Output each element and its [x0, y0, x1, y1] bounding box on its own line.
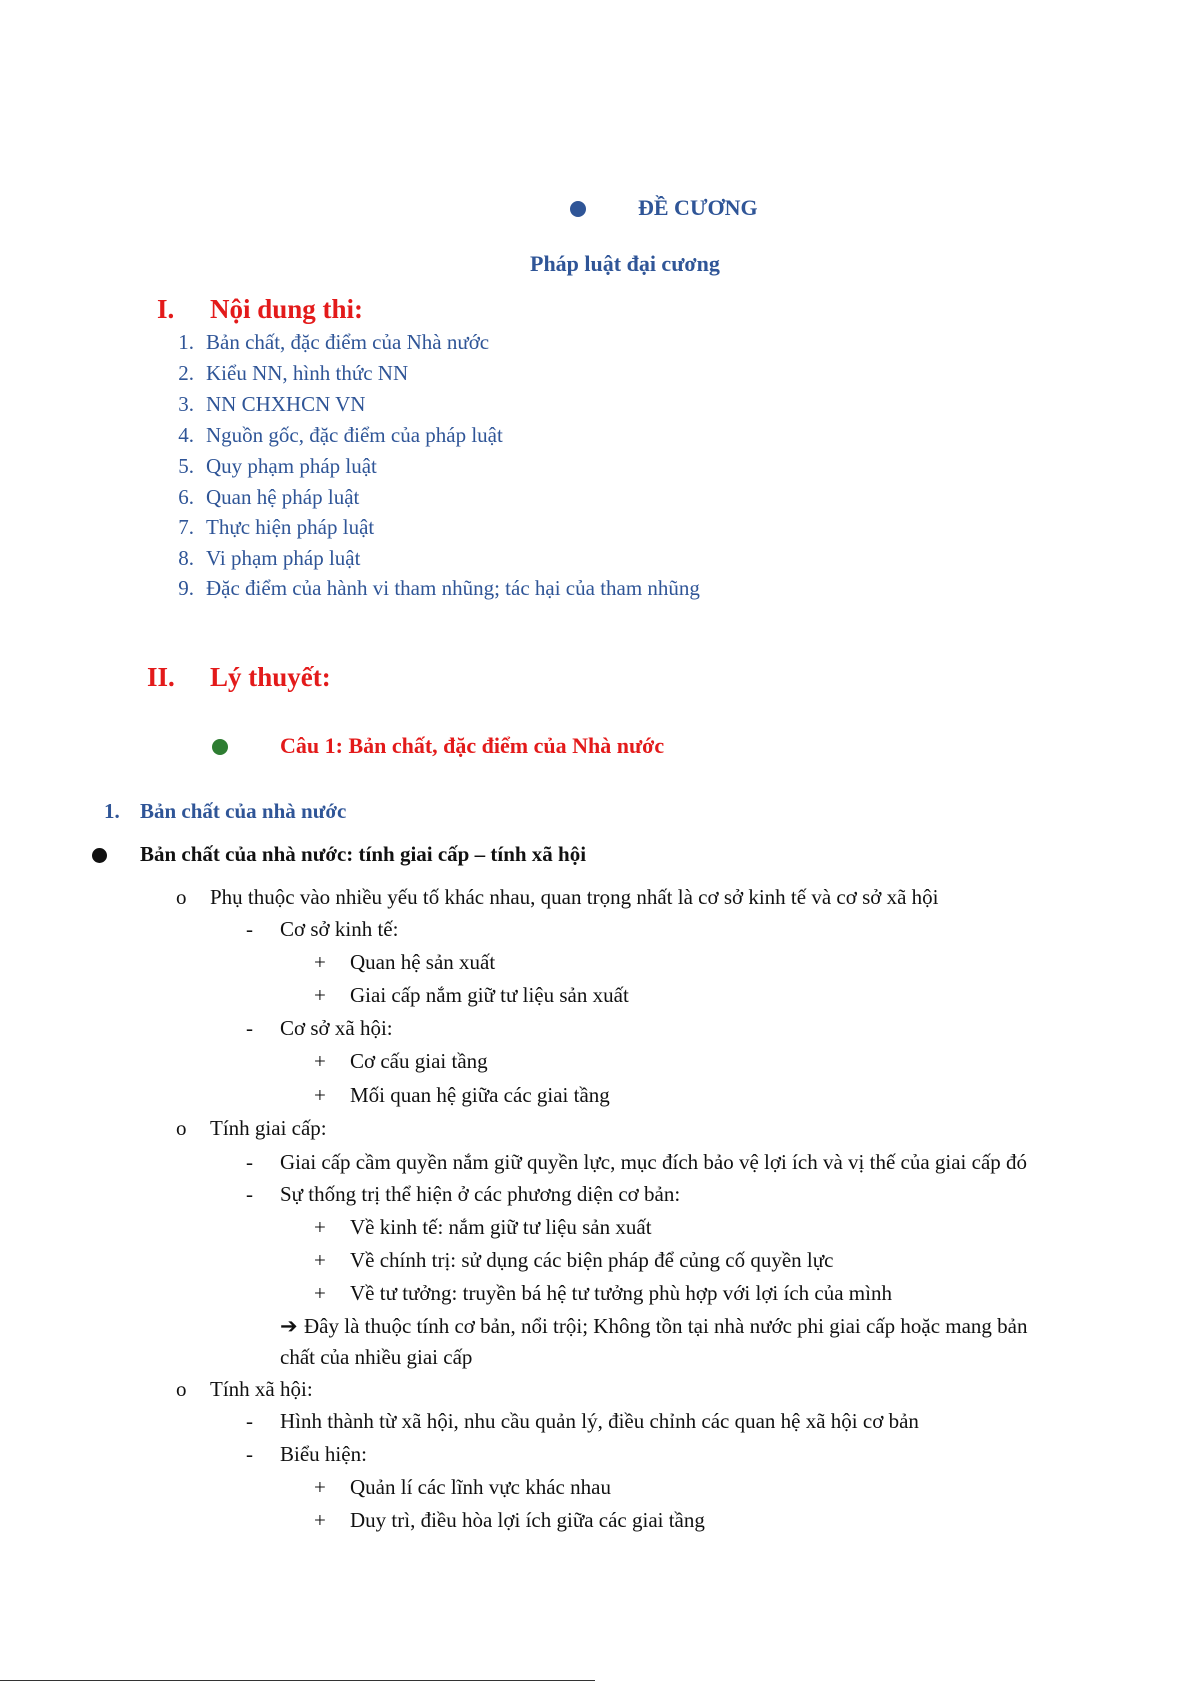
body-line: Tính giai cấp:	[210, 1116, 327, 1140]
topic-bullet-icon	[92, 848, 107, 863]
body-line: Mối quan hệ giữa các giai tầng	[350, 1083, 610, 1107]
section2-numeral: II.	[147, 662, 175, 692]
circle-marker: o	[176, 1377, 187, 1401]
dash-marker: -	[246, 1016, 253, 1040]
body-line: Sự thống trị thể hiện ở các phương diện cơ bản:	[280, 1182, 681, 1206]
body-line: Hình thành từ xã hội, nhu cầu quản lý, điều chỉnh các quan hệ xã hội cơ bản	[280, 1409, 919, 1433]
plus-marker: +	[314, 1248, 326, 1272]
body-line: Quan hệ sản xuất	[350, 950, 496, 974]
list-item: 3. NN CHXHCN VN	[178, 392, 366, 416]
body-line: Cơ sở kinh tế:	[280, 917, 399, 941]
document-subtitle: Pháp luật đại cương	[530, 251, 720, 276]
subheading-number: 1.	[104, 799, 120, 823]
arrow-right-icon: ➔	[280, 1314, 298, 1338]
dash-marker: -	[246, 1442, 253, 1466]
plus-marker: +	[314, 1049, 326, 1073]
body-line: Giai cấp cầm quyền nắm giữ quyền lực, mục đích bảo vệ lợi ích và vị thế của giai cấp đó	[280, 1150, 1028, 1174]
body-line: Đây là thuộc tính cơ bản, nổi trội; Không tồn tại nhà nước phi giai cấp hoặc mang bản	[304, 1314, 1028, 1338]
body-line: Cơ cấu giai tầng	[350, 1049, 488, 1073]
body-line: Về tư tưởng: truyền bá hệ tư tưởng phù hợp với lợi ích của mình	[350, 1281, 892, 1305]
list-item: 8. Vi phạm pháp luật	[178, 546, 361, 570]
plus-marker: +	[314, 1083, 326, 1107]
list-item: 2. Kiểu NN, hình thức NN	[178, 361, 409, 385]
plus-marker: +	[314, 1281, 326, 1305]
body-line: Duy trì, điều hòa lợi ích giữa các giai tầng	[350, 1508, 705, 1532]
body-line: Phụ thuộc vào nhiều yếu tố khác nhau, quan trọng nhất là cơ sở kinh tế và cơ sở xã hội	[210, 885, 939, 909]
list-item: 9. Đặc điểm của hành vi tham nhũng; tác hại của tham nhũng	[178, 576, 700, 600]
list-item: 4. Nguồn gốc, đặc điểm của pháp luật	[178, 423, 503, 447]
question-heading: Câu 1: Bản chất, đặc điểm của Nhà nước	[280, 733, 665, 758]
body-line: Cơ sở xã hội:	[280, 1016, 393, 1040]
plus-marker: +	[314, 1215, 326, 1239]
footnote-divider	[0, 1680, 595, 1681]
plus-marker: +	[314, 1508, 326, 1532]
plus-marker: +	[314, 1475, 326, 1499]
body-line: Quản lí các lĩnh vực khác nhau	[350, 1475, 611, 1499]
section2-title: Lý thuyết:	[210, 662, 331, 692]
body-line: Biểu hiện:	[280, 1442, 367, 1466]
section1-title: Nội dung thi:	[210, 294, 364, 324]
list-item: 6. Quan hệ pháp luật	[178, 485, 360, 509]
list-item: 5. Quy phạm pháp luật	[178, 454, 377, 478]
list-item: 1. Bản chất, đặc điểm của Nhà nước	[178, 330, 490, 354]
body-line: Về kinh tế: nắm giữ tư liệu sản xuất	[350, 1215, 652, 1239]
dash-marker: -	[246, 1409, 253, 1433]
list-item: 7. Thực hiện pháp luật	[178, 515, 375, 539]
plus-marker: +	[314, 983, 326, 1007]
subheading-title: Bản chất của nhà nước	[140, 799, 347, 823]
section1-numeral: I.	[157, 294, 175, 324]
body-line: Tính xã hội:	[210, 1377, 313, 1401]
body-line: chất của nhiều giai cấp	[280, 1345, 473, 1369]
circle-marker: o	[176, 1116, 187, 1140]
topic-heading: Bản chất của nhà nước: tính giai cấp – tính xã hội	[140, 842, 587, 866]
question-bullet-icon	[212, 739, 228, 755]
header-bullet-icon	[570, 201, 586, 217]
circle-marker: o	[176, 885, 187, 909]
dash-marker: -	[246, 1150, 253, 1174]
dash-marker: -	[246, 1182, 253, 1206]
plus-marker: +	[314, 950, 326, 974]
dash-marker: -	[246, 917, 253, 941]
document-title: ĐỀ CƯƠNG	[638, 195, 758, 220]
body-line: Giai cấp nắm giữ tư liệu sản xuất	[350, 983, 629, 1007]
body-line: Về chính trị: sử dụng các biện pháp để củng cố quyền lực	[350, 1248, 834, 1272]
